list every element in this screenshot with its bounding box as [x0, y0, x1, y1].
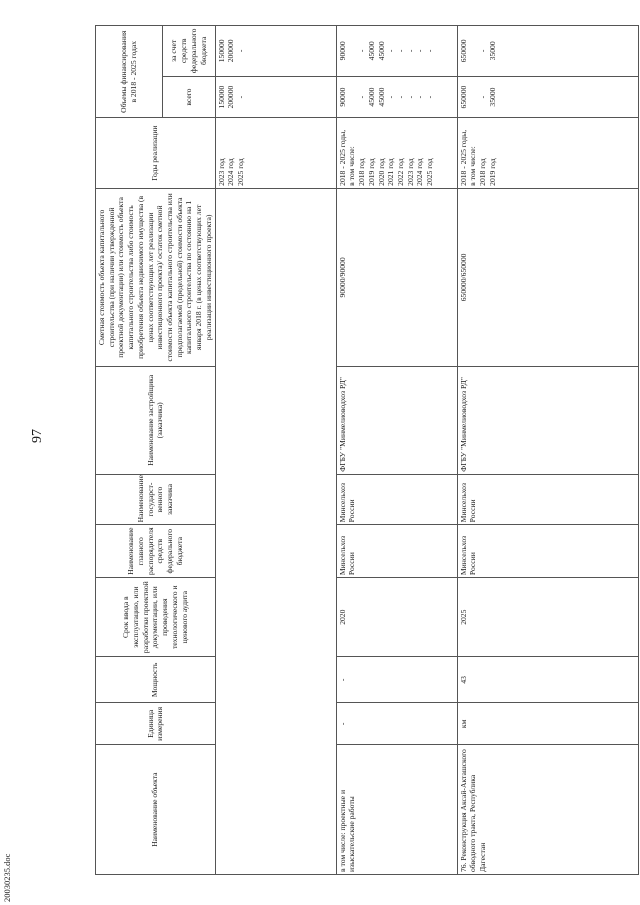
federal-value: - [386, 49, 396, 53]
developer-cell: ФГБУ "Минмелиоводхоз РД" [336, 366, 457, 474]
year-label: 2023 год [216, 158, 226, 186]
total-value: - [425, 95, 435, 99]
total-value: - [386, 95, 396, 99]
header-estimated-cost: Сметная стоимость объекта капитального строительства (при наличии утвержденной проектной документации) или стоимость объекта капитального строительства либо стоимость приобретения объекта недвижимого имущества (в ценах соответствующих лет реализации инвестиционного проекта)/ остаток сметной стоимости объекта капитального строительства или предполагаемой (предельной) стоимости объекта капитального строительства по состоянию на 1 января 2018 г. (в ценах соответствующих лет реализации инвестиционного проекта) [96, 188, 216, 366]
federal-value [468, 28, 478, 74]
years-cell [336, 118, 457, 188]
federal-value: 90000 [337, 41, 347, 61]
total-cell [336, 76, 457, 118]
total-value: - [415, 95, 425, 99]
admin-cell: Минсельхоз России [336, 525, 457, 578]
year-label: 2022 год [395, 158, 405, 186]
federal-value: 200000 [226, 39, 236, 63]
federal-value: - [236, 49, 246, 53]
unit-cell: - [336, 703, 457, 745]
total-value: 35000 [487, 87, 497, 107]
year-label: 2018 - 2025 годы, [337, 129, 347, 186]
year-label: 2023 год [405, 158, 415, 186]
table-row-76 [457, 26, 638, 875]
federal-value: 150000 [216, 39, 226, 63]
header-capacity: Мощность [96, 657, 216, 703]
total-value: 650000 [458, 85, 468, 109]
total-value: 90000 [337, 87, 347, 107]
rotated-table-container [95, 25, 575, 875]
header-total: всего [163, 76, 216, 118]
header-object-name: Наименование объекта [96, 745, 216, 875]
year-label: 2018 - 2025 годы, [458, 129, 468, 186]
federal-value: - [357, 49, 367, 53]
total-value: 45000 [366, 87, 376, 107]
header-chief-administrator: Наименование главного распорядителя средств федерального бюджета [96, 525, 216, 578]
header-commission-term: Срок ввода в эксплуатацию, или разработки проектной документации, или проведения технологического и ценового аудита [96, 578, 216, 657]
capacity-cell: - [336, 657, 457, 703]
continued-federal-cell [215, 26, 336, 77]
unit-cell: км [457, 703, 638, 745]
federal-value: 650000 [458, 39, 468, 63]
year-label: 2021 год [386, 158, 396, 186]
year-label: 2019 год [366, 158, 376, 186]
header-years: Годы реализации [96, 118, 216, 188]
cost-cell: 650000/650000 [457, 188, 638, 366]
total-value: 150000 [216, 85, 226, 109]
federal-value: 35000 [487, 41, 497, 61]
total-value: - [357, 95, 367, 99]
continued-total-cell [215, 76, 336, 118]
federal-cell [457, 26, 638, 77]
year-label: 2024 год [415, 158, 425, 186]
federal-value: 45000 [366, 41, 376, 61]
object-name: Реконструкция Аксай-Акташского обводного тракта, Республика Дагестан [458, 749, 488, 872]
capacity-cell: 43 [457, 657, 638, 703]
investment-objects-table [95, 25, 639, 875]
federal-value: 45000 [376, 41, 386, 61]
object-name-cell: в том числе: проектные и изыскательские работы [336, 745, 457, 875]
total-cell [457, 76, 638, 118]
admin-cell: Минсельхоз России [457, 525, 638, 578]
federal-cell [336, 26, 457, 77]
federal-value: - [395, 49, 405, 53]
page-number: 97 [30, 429, 45, 443]
customer-cell: Минсельхоз России [457, 474, 638, 525]
year-label: 2025 год [425, 158, 435, 186]
term-cell: 2020 [336, 578, 457, 657]
total-value [347, 79, 357, 116]
year-label: 2020 год [376, 158, 386, 186]
header-unit: Единица измерения [96, 703, 216, 745]
header-funding: Объемы финансирования в 2018 - 2025 годах [96, 26, 163, 118]
federal-value: - [415, 49, 425, 53]
year-label: 2019 год [487, 158, 497, 186]
continued-years-cell [215, 118, 336, 188]
row-number: 76. [458, 862, 468, 872]
year-label: 2024 год [226, 158, 236, 186]
total-value: - [236, 95, 246, 99]
total-value: - [478, 95, 488, 99]
year-label: в том числе: [347, 146, 357, 186]
cost-cell: 90000/90000 [336, 188, 457, 366]
table-row-design-works [336, 26, 457, 875]
object-name-cell [457, 745, 638, 875]
total-value [468, 79, 478, 116]
total-value: - [395, 95, 405, 99]
year-label: в том числе: [468, 146, 478, 186]
term-cell: 2025 [457, 578, 638, 657]
years-cell [457, 118, 638, 188]
table-row-continued [215, 26, 336, 875]
file-name: 20030235.doc [2, 853, 12, 902]
total-value: 45000 [376, 87, 386, 107]
customer-cell: Минсельхоз России [336, 474, 457, 525]
developer-cell: ФГБУ "Минмелиоводхоз РД" [457, 366, 638, 474]
total-value: - [405, 95, 415, 99]
total-value: 200000 [226, 85, 236, 109]
year-label: 2025 год [236, 158, 246, 186]
header-federal: за счет средств федерального бюджета [163, 26, 216, 77]
federal-value: - [425, 49, 435, 53]
federal-value [347, 28, 357, 74]
header-state-customer: Наименование государст-венного заказчика [96, 474, 216, 525]
federal-value: - [478, 49, 488, 53]
federal-value: - [405, 49, 415, 53]
year-label: 2018 год [478, 158, 488, 186]
year-label: 2018 год [357, 158, 367, 186]
header-developer: Наименование застройщика (заказчика) [96, 366, 216, 474]
